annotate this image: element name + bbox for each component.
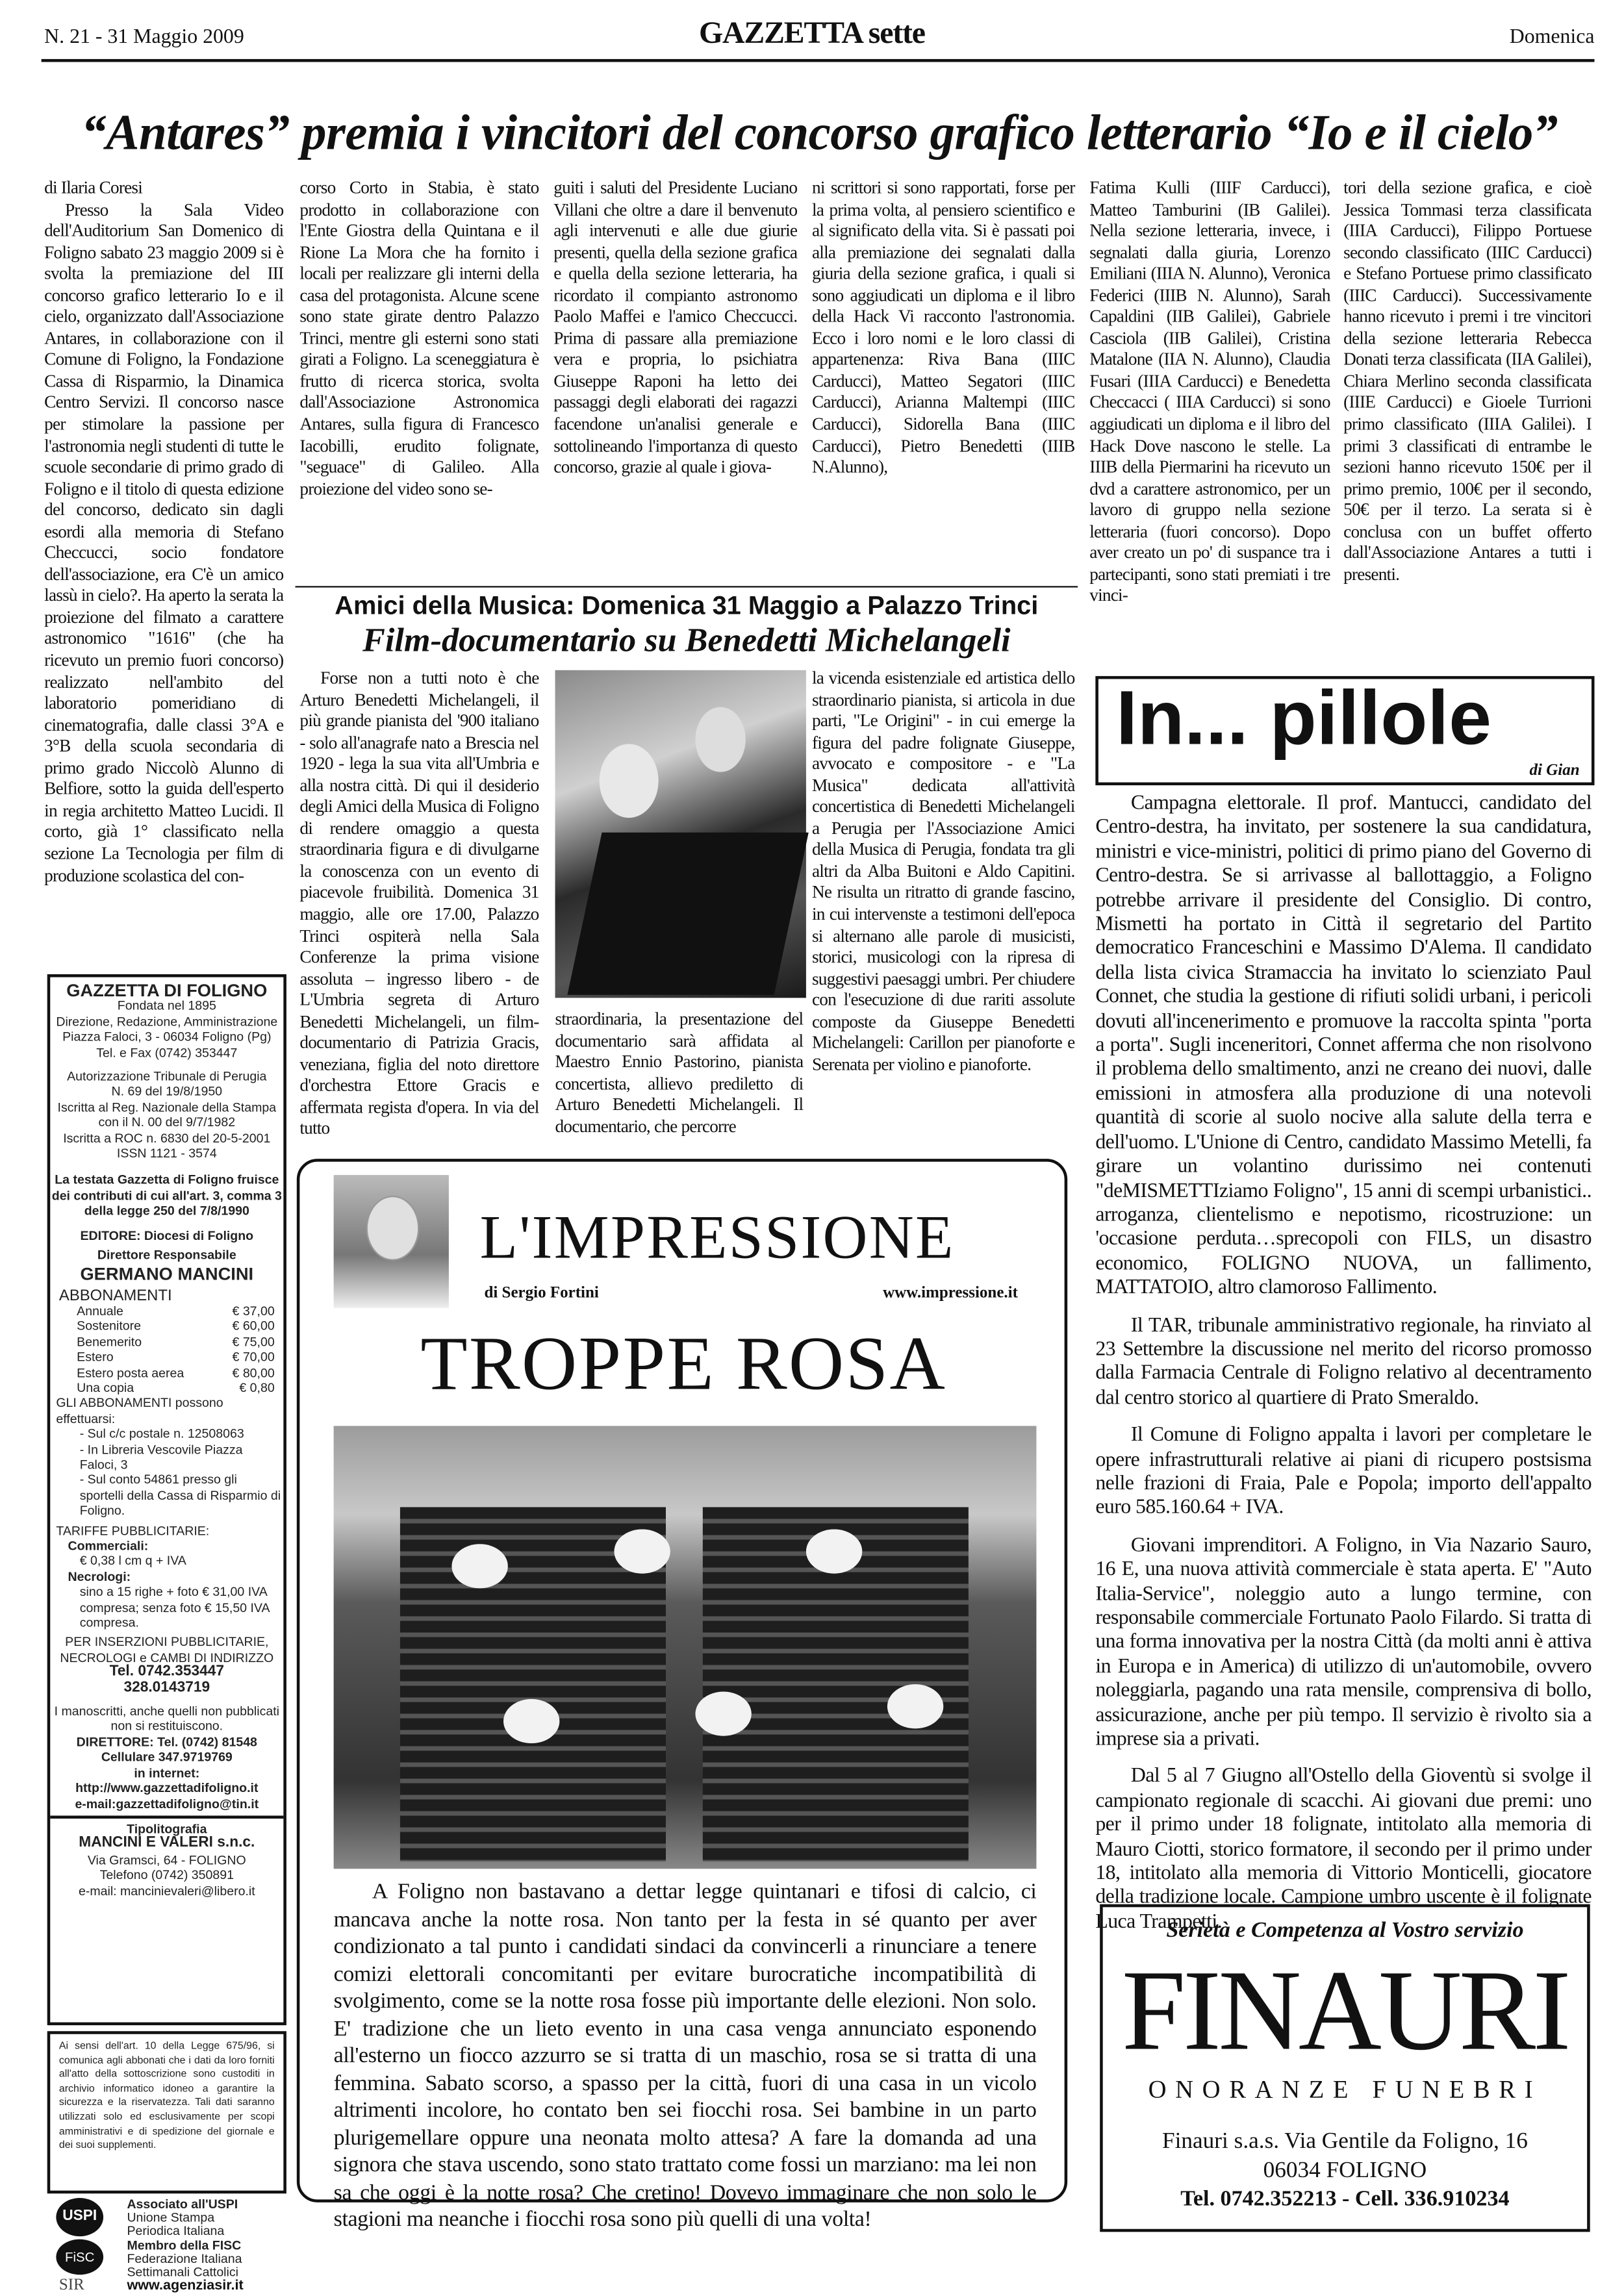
uspi-text (127, 2198, 238, 2238)
finauri-ad (1100, 1904, 1590, 2232)
colophon-line: GLI ABBONAMENTI possono effettuarsi: (56, 1395, 223, 1426)
colophon-line: in internet: (134, 1765, 200, 1780)
uspi-logo: USPI (56, 2198, 103, 2236)
privacy-notice (47, 2031, 286, 2193)
news-item: Giovani imprenditori. A Foligno, in Via Nazario Sauro, 16 E, una nuova attività commerciale è stata aperta. E' "Auto Italia-Service", noleggio auto a lungo termine, con responsabile commerciale Fortunato Paolo Filardo. Si tratta di una forma innovativa per la nostra Città (da molti anni è attiva in Europa e in America) di utilizzo di un'automobile, ovvero noleggiarla, pagando una rata mensile, comprensiva di bollo, assicurazione, anche per più tempo. Il servizio è rivolto sia a imprese sia a privati. (1095, 1535, 1592, 1751)
colophon-title: GAZZETTA DI FOLIGNO (66, 980, 268, 1001)
sub-label: Benemerito (77, 1333, 142, 1349)
sir-logo: SIR (58, 2276, 84, 2294)
colophon-line: La testata Gazzetta di Foligno fruisce dei contributi di cui all'art. 3, comma 3 della legge 250 del 7/8/1990 (51, 1172, 282, 1218)
article-text: corso Corto in Stabia, è stato prodotto in collaborazione con l'Ente Giostra della Quintana e il Rione La Mora che ha fornito i locali per realizzare gli interni della casa del protagonista. Alcune scene sono state girate dentro Palazzo Trinci, mentre gli esterni sono stati girati a Foligno. La sceneggiatura è frutto di ricerca storica, svolta dall'Associazione Astronomica Antares, sulla figura di Francesco Iacobilli, erudito folignate, "seguace" di Galileo. Alla proiezione del video sono se- (299, 177, 539, 499)
sir-link[interactable]: www.agenziasir.it (127, 2277, 244, 2294)
column-author: di Sergio Fortini (484, 1284, 599, 1302)
issue-info: N. 21 - 31 Maggio 2009 (44, 26, 244, 49)
sub-price: € 37,00 (232, 1303, 275, 1318)
privacy-text: Ai sensi dell'art. 10 della Legge 675/96, si comunica agli abbonati che i dati da loro forniti all'atto della sottoscrizione sono custoditi in archivio informatico idoneo a garantire la sicurezza e la riservatezza. Tali dati saranno utilizzati solo ed esclusivamente per scopi amministrativi e di spedizione del giornale e dei suoi supplementi. (58, 2041, 275, 2151)
music-column-3 (812, 667, 1075, 1147)
colophon-line: Iscritta al Reg. Nazionale della Stampa (57, 1099, 277, 1115)
news-item: Il Comune di Foligno appalta i lavori per completare le opere infrastrutturali relative ai piani di ricupero postsisma nelle frazioni di Fraia, Pale e Popola; importo dell'appalto euro 585.160.64 + IVA. (1095, 1424, 1592, 1520)
colophon-line: 328.0143719 (123, 1679, 210, 1696)
music-subheading: Film-documentario su Benedetti Michelangeli (362, 621, 1011, 659)
sub-price: € 60,00 (232, 1318, 275, 1333)
sub-price: € 70,00 (232, 1349, 275, 1365)
colophon-line: con il N. 00 del 9/7/1982 (98, 1115, 236, 1130)
article-text: tori della sezione grafica, e cioè Jessica Tommasi terza classificata (IIIA Carducci), Filippo Portuese secondo classificato (IIIC Carducci) e Stefano Portuese primo classificato (IIIC Carducci). Successivamente hanno ricevuto i premi i tre vincitori della sezione letteraria Rebecca Donati terza classificata (IIA Galilei), Chiara Merlino seconda classificata (IIIE Carducci) e Gioele Turrioni primo classificato (IIIA Galilei). I primi 3 classificati di entrambe le sezioni hanno ricevuto 150€ per il primo premio, 100€ per il secondo, 50€ per il terzo. La serata si è conclusa con un buffet offerto dall'Associazione Antares a tutti i presenti. (1343, 177, 1592, 585)
impressione-headline: TROPPE ROSA (420, 1322, 947, 1407)
column-title: L'IMPRESSIONE (479, 1204, 955, 1273)
colophon-line: Telefono (0742) 350891 (99, 1867, 234, 1882)
colophon-line: - Sul conto 54861 presso gli sportelli della Cassa di Risparmio di Foligno. (79, 1472, 281, 1518)
sub-price: € 0,80 (239, 1380, 275, 1395)
colophon-line: EDITORE: Diocesi di Foligno (80, 1228, 254, 1243)
sub-label: Annuale (77, 1303, 123, 1318)
colophon-line: € 0,38 l cm q + IVA (79, 1553, 186, 1569)
masthead: GAZZETTA sette (699, 14, 925, 51)
article-text: A Foligno non bastavano a dettar legge quintanari e tifosi di calcio, ci mancava anche la notte rosa. Non tanto per la festa in sé quanto per aver condizionato a tal punto i candidati sindaci da convincerli a rinunciare a tenere comizi elettorali concomitanti per evitare burocratiche incompatibilità di svolgimento, come se la notte rosa fosse più importante delle elezioni. Non solo. E' tradizione che un lieto evento in una casa venga annunciato esponendo all'esterno un fiocco azzurro se si tratta di un maschio, rosa se si tratta di una femmina. Sabato scorso, a spasso per la città, fuori di una casa in un vicolo altrimenti incolore, ho contato ben sei fiocchi rosa. Sei bambine in un parto plurigemellare oppure una neonata molto attesa? A fare la domanda ad una signora che stava uscendo, sono stato trattato come fossi un marziano: ma lei non sa che oggi è la notte rosa? Che cretino! Dovevo immaginare che non solo le stagioni ma neanche i fiocchi rosa sono più quelli di una volta! (333, 1880, 1037, 2232)
colophon-line: sino a 15 righe + foto € 31,00 IVA compresa; senza foto € 15,50 IVA compresa. (79, 1584, 270, 1630)
pianist-photo (555, 670, 806, 998)
pillole-author: di Gian (1529, 761, 1580, 779)
news-item: Campagna elettorale. Il prof. Mantucci, candidato del Centro-destra, ha invitato, per sostenere la sua candidatura, ministri e vice-ministri, politici di primo piano del Governo di Centro-destra. Se si arrivasse al ballottaggio, a Foligno potrebbe arrivare il presidente del Consiglio. Di contro, Mismetti ha portato in Città il segretario del Partito democratico Franceschini e Massimo D'Alema. Il candidato della lista civica Stramaccia ha invitato lo scienziato Paul Connet, che studia la gestione di rifiuti solidi urbani, i pericoli dovuti all'incenerimento e promuove la raccolta spinta "porta a porta". Sugli inceneritori, Connet afferma che non risolvono il problema dello smaltimento, anzi ne creano dei nuovi, dalle emissioni in atmosfera alla produzione di una notevoli quantità di scorie al suolo nocive alla salute della terra e dell'uomo. L'Unione di Centro, candidato Massimo Metelli, fa girare un volantino durissimo nei contenuti "deMISMETTIziamo Foligno", 15 anni di scempi urbanistici.. arroganza, clientelismo e nepotismo, ricostruzione: un 'occasione perduta…sprecopoli con FILS, un disastro economico, FOLIGNO NUOVA, un fallimento, MATTATOIO, altro clamoroso Fallimento. (1095, 792, 1592, 1300)
music-column-1 (299, 667, 539, 1147)
main-article-column-2 (299, 177, 539, 583)
ad-city: 06034 FOLIGNO (1263, 2158, 1427, 2184)
music-heading: Amici della Musica: Domenica 31 Maggio a Palazzo Trinci (335, 590, 1039, 620)
colophon-line: - Sul c/c postale n. 12508063 (79, 1426, 244, 1441)
colophon-line: Autorizzazione Tribunale di Perugia (67, 1068, 267, 1084)
colophon-line: Membro della FISC (127, 2238, 242, 2253)
colophon-line: DIRETTORE: Tel. (0742) 81548 (76, 1734, 257, 1749)
byline: di Ilaria Coresi (44, 177, 143, 198)
day-label: Domenica (1509, 26, 1595, 49)
colophon-line: Direttore Responsabile (97, 1247, 236, 1263)
printer-name: MANCINI E VALERI s.n.c. (79, 1835, 255, 1852)
ad-service: ONORANZE FUNEBRI (1148, 2075, 1542, 2104)
main-article-column-3 (553, 177, 797, 583)
main-article-column-4 (812, 177, 1075, 583)
colophon-line: Piazza Faloci, 3 - 06034 Foligno (Pg) (62, 1029, 272, 1044)
colophon-line: I manoscritti, anche quelli non pubblicati non si restituiscono. (54, 1703, 279, 1734)
pillole-title: In... pillole (1116, 675, 1491, 762)
colophon-line: Fondata nel 1895 (117, 998, 216, 1013)
colophon-line: Tel. 0742.353447 (109, 1663, 225, 1680)
colophon-box (47, 974, 286, 2025)
article-text: Forse non a tutti noto è che Arturo Benedetti Michelangeli, il più grande pianista del '900 italiano - solo all'anagrafe nato a Brescia nel 1920 - lega la sua vita all'Umbria e alla nostra città. Di qui il desiderio degli Amici della Musica di Foligno di rendere omaggio a questa straordinaria figura e di divulgarne la conoscenza con un evento di piacevole fruibilità. Domenica 31 maggio, alle ore 17.00, Palazzo Trinci ospiterà nella Sala Conferenze la prima visione assoluta – ingresso libero - de L'Umbria segreta di Arturo Benedetti Michelangeli, un film-documentario di Patrizia Gracis, veneziana, figlia del noto direttore d'orchestra Ettore Gracis e affermata regista d'opera. In via del tutto (299, 667, 539, 1139)
article-text: Presso la Sala Video dell'Auditorium San Domenico di Foligno sabato 23 maggio 2009 si è svolta la premiazione del III concorso grafico letterario Io e il cielo, organizzato dall'Associazione Antares, in collaborazione con il Comune di Foligno, la Fondazione Cassa di Risparmio, la Dinamica Centro Servizi. Il concorso nasce per stimolare la passione per l'astronomia negli studenti di tutte le scuole secondarie di primo grado di Foligno e il titolo di questa edizione del concorso, dedicato sin dagli esordi alla memoria di Stefano Checcucci, socio fondatore dell'associazione, era C'è un amico lassù in cielo?. Ha aperto la serata la proiezione del filmato a carattere astronomico "1616" (che ha ricevuto un premio fuori concorso) realizzato nell'ambito del laboratorio pomeridiano di cinematografia, dalle classi 3°A e 3°B della scuola secondaria di primo grado Niccolò Alunno di Belfiore, sotto la guida dell'esperto in regia architetto Matteo Lucidi. Il corto, già 1° classificato nella sezione La Tecnologia per film di produzione scolastica del con- (44, 198, 284, 885)
fisc-logo: FiSC (56, 2239, 103, 2275)
header-rule (42, 59, 1595, 61)
sub-label: Sostenitore (77, 1318, 142, 1333)
colophon-line: Direzione, Redazione, Amministrazione (56, 1013, 278, 1029)
pink-ribbons-photo (334, 1426, 1037, 1869)
subscriptions-title: ABBONAMENTI (58, 1286, 172, 1304)
main-article-column-1 (44, 177, 283, 967)
impressione-body (333, 1879, 1037, 2232)
article-text: la vicenda esistenziale ed artistica dello straordinario pianista, si articola in due parti, "Le Origini" - in cui emerge la figura del padre folignate Giuseppe, avvocato e compositore - e "La Musica" dedicata all'attività concertistica di Benedetti Michelangeli a Perugia per l'Associazione Amici della Musica di Perugia, fondata tra gli altri da Alba Buitoni e Aldo Capitini. Ne risulta un ritratto di grande fascino, in cui intervenste a testimoni dell'epoca si alternano alle parole di musicisti, storici, musicologi con la ripresa di suggestivi paesaggi umbri. Per chiudere con l'esecuzione di due rariti assolute composte da Giuseppe Benedetti Michelangeli: Carillon per pianoforte e Serenata per violino e pianoforte. (811, 667, 1075, 1075)
music-column-2 (555, 1008, 804, 1148)
colophon-line: Via Gramsci, 64 - FOLIGNO (87, 1852, 246, 1867)
ad-phones: Tel. 0742.352213 - Cell. 336.910234 (1180, 2188, 1510, 2212)
sub-label: Estero (77, 1349, 114, 1365)
email-link[interactable]: e-mail:gazzettadifoligno@tin.it (75, 1795, 259, 1811)
colophon-line: PER INSERZIONI PUBBLICITARIE, NECROLOGI e CAMBI DI INDIRIZZO (60, 1634, 274, 1665)
column-url: www.impressione.it (883, 1284, 1018, 1302)
article-text: straordinaria, la presentazione del documentario sarà affidata al Maestro Ennio Pastorino, pianista concertista, allievo prediletto di Arturo Benedetti Michelangeli. Il documentario, che percorre (555, 1008, 804, 1137)
sub-price: € 75,00 (232, 1333, 275, 1349)
fisc-text (127, 2239, 242, 2279)
ad-address: Finauri s.a.s. Via Gentile da Foligno, 16 (1162, 2128, 1528, 2154)
main-article-column-5 (1089, 177, 1330, 657)
divider (296, 586, 1078, 587)
sub-label: Una copia (77, 1380, 134, 1395)
website-link[interactable]: http://www.gazzettadifoligno.it (75, 1780, 259, 1795)
colophon-line: Cellulare 347.9719769 (101, 1749, 233, 1765)
ad-brand: FINAURI (1121, 1945, 1568, 2075)
colophon-line: Settimanali Cattolici (127, 2264, 238, 2280)
colophon-line: TARIFFE PUBBLICITARIE: (56, 1522, 210, 1538)
email-link[interactable]: e-mail: mancinievaleri@libero.it (78, 1882, 255, 1898)
colophon-line: Associato all'USPI (127, 2196, 238, 2212)
article-text: guiti i saluti del Presidente Luciano Villani che oltre a dare il benvenuto agli intervenuti e alle due giurie presenti, quella della sezione grafica e quella della sezione letteraria, ha ricordato il compianto astronomo Paolo Maffei e l'amico Checcucci. Prima di passare alla premiazione vera e propria, lo psichiatra Giuseppe Raponi ha letto dei passaggi degli elaborati dei ragazzi facendone un'analisi generale e sottolineando l'importanza di questo concorso, grazie al quale i giova- (553, 177, 798, 477)
colophon-line: Commerciali: (68, 1538, 149, 1553)
colophon-line: Tipolitografia (127, 1821, 207, 1837)
colophon-line: Periodica Italiana (127, 2223, 225, 2238)
colophon-line: Tel. e Fax (0742) 353447 (96, 1044, 238, 1059)
main-headline: “Antares” premia i vincitori del concorso grafico letterario “Io e il cielo” (81, 106, 1558, 161)
article-text: ni scrittori si sono rapportati, forse per la prima volta, al pensiero scientifico e al significato della vita. Si è passati poi alla premiazione dei segnalati dalla giuria della sezione grafica, i quali si sono aggiudicati un diploma e il libro della Hack Vi racconto l'astronomia. Ecco i loro nomi e le loro classi di appartenenza: Riva Bana (IIIC Carducci), Matteo Segatori (IIIC Carducci), Arianna Maltempi (IIIC Carducci), Sidorella Bana (IIIC Carducci), Pietro Benedetti (IIIB N.Alunno), (811, 177, 1075, 477)
colophon-line: ISSN 1121 - 3574 (116, 1145, 217, 1161)
colophon-line: Necrologi: (68, 1569, 131, 1584)
news-item: Il TAR, tribunale amministrativo regionale, ha rinviato al 23 Settembre la discussione nel merito del ricorso promosso dalla Farmacia Centrale di Foligno relativo al decentramento dal centro storico al quartiere di Prato Smeraldo. (1095, 1314, 1592, 1409)
colophon-line: - In Libreria Vescovile Piazza Faloci, 3 (79, 1441, 243, 1472)
author-photo (334, 1175, 449, 1308)
sub-price: € 80,00 (232, 1365, 275, 1380)
colophon-line: Unione Stampa (127, 2210, 215, 2225)
ad-tagline: Serietà e Competenza al Vostro servizio (1166, 1919, 1524, 1943)
colophon-line: N. 69 del 19/8/1950 (111, 1084, 223, 1099)
news-item: Dal 5 al 7 Giugno all'Ostello della Gioventù si svolge il campionato regionale di scacchi. Ai giovani due premi: uno per il primo under 18 folignate, intitolato alla memoria di Mauro Ciotti, storico formatore, il secondo per il primo under 18, intitolato alla memoria di Vittorio Monticelli, giocatore della tradizione locale. Campione umbro uscente è il folignate Luca Trampetti. (1095, 1766, 1592, 1934)
colophon-line: Federazione Italiana (127, 2251, 242, 2266)
colophon-line: Iscritta a ROC n. 6830 del 20-5-2001 (63, 1130, 271, 1145)
article-text: Fatima Kulli (IIIF Carducci), Matteo Tamburini (IB Galilei). Nella sezione letteraria, invece, i segnalati dalla giuria, Lorenzo Emiliani (IIIA N. Alunno), Veronica Federici (IIIB N. Alunno), Sarah Capaldini (IIB Galilei), Gabriele Casciola (IIB Galilei), Cristina Matalone (IIA N. Alunno), Claudia Fusari (IIIA Carducci) e Benedetta Checcacci ( IIIA Carducci) si sono aggiudicati un diploma e il libro del Hack Dove nascono le stelle. La IIIB della Piermarini ha ricevuto un dvd a carattere astronomico, per un lavoro di gruppo nella sezione letteraria (fuori concorso). Dopo aver creato un po' di suspance tra i partecipanti, sono stati premiati i tre vinci- (1089, 177, 1330, 606)
main-article-column-6 (1343, 177, 1592, 657)
director-name: GERMANO MANCINI (80, 1263, 254, 1284)
sub-label: Estero posta aerea (77, 1365, 184, 1380)
